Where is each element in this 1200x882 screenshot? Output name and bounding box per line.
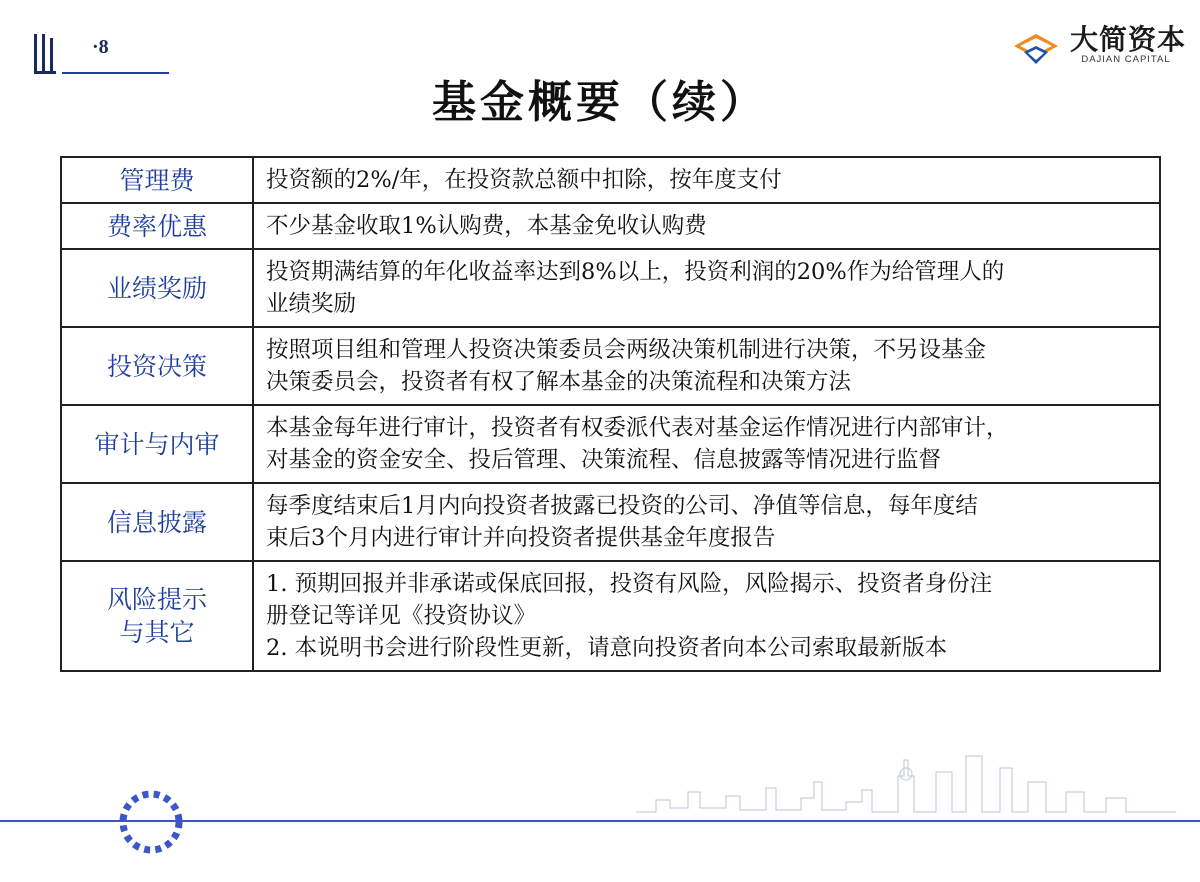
table-row: [61, 157, 1160, 203]
row-content: [253, 483, 1160, 561]
row-label-line: 业绩奖励: [106, 273, 207, 303]
row-content: [253, 327, 1160, 405]
row-content-line: 本基金每年进行审计，投资者有权委派代表对基金运作情况进行内部审计，: [266, 415, 1009, 441]
page-title: 基金概要（续）: [432, 77, 768, 128]
fund-summary-table: [60, 156, 1161, 672]
table-row: [61, 483, 1160, 561]
row-label: [61, 203, 253, 249]
row-content-line: 每季度结束后1月内向投资者披露已投资的公司、净值等信息，每年度结: [266, 493, 978, 519]
row-label: [61, 327, 253, 405]
row-content-line: 册登记等详见《投资协议》: [266, 603, 537, 629]
row-content-line: 按照项目组和管理人投资决策委员会两级决策机制进行决策，不另设基金: [266, 337, 987, 363]
row-content-line: 投资额的2%/年，在投资款总额中扣除，按年度支付: [266, 167, 782, 193]
row-label: [61, 561, 253, 671]
row-label-line: 与其它: [119, 618, 195, 647]
row-label: [61, 157, 253, 203]
row-content-line: 束后3个月内进行审计并向投资者提供基金年度报告: [266, 525, 776, 551]
row-label-line: 信息披露: [106, 507, 207, 537]
table-row: [61, 203, 1160, 249]
row-label-line: 管理费: [119, 165, 195, 195]
row-content-line: 1. 预期回报并非承诺或保底回报，投资有风险，风险揭示、投资者身份注: [266, 571, 993, 597]
page-number: ·8: [92, 36, 109, 58]
row-label-line: 审计与内审: [94, 429, 220, 459]
row-content-line: 对基金的资金安全、投后管理、决策流程、信息披露等情况进行监督: [266, 447, 942, 473]
row-content-line: 投资期满结算的年化收益率达到8%以上，投资利润的20%作为给管理人的: [266, 259, 1005, 285]
row-content-line: 业绩奖励: [266, 291, 357, 317]
table-row: [61, 561, 1160, 671]
row-label-line: 投资决策: [106, 351, 207, 381]
row-content: [253, 249, 1160, 327]
row-content-line: 2. 本说明书会进行阶段性更新，请意向投资者向本公司索取最新版本: [266, 635, 948, 661]
city-skyline-icon: [636, 752, 1176, 822]
row-label-line: 费率优惠: [106, 211, 207, 241]
row-label: [61, 249, 253, 327]
logo-name-en: DAJIAN CAPITAL: [1081, 54, 1171, 65]
table-row: [61, 405, 1160, 483]
table-row: [61, 249, 1160, 327]
table-row: [61, 327, 1160, 405]
logo-name-cn: 大简资本: [1070, 23, 1187, 56]
row-content: [253, 561, 1160, 671]
row-label: [61, 483, 253, 561]
row-label-line: 风险提示: [106, 585, 207, 614]
row-content-line: 不少基金收取1%认购费，本基金免收认购费: [266, 213, 707, 239]
row-label: [61, 405, 253, 483]
row-content: [253, 405, 1160, 483]
row-content-line: 决策委员会，投资者有权了解本基金的决策流程和决策方法: [266, 369, 852, 395]
row-content: [253, 157, 1160, 203]
row-content: [253, 203, 1160, 249]
dot-ring-icon: [116, 787, 186, 857]
